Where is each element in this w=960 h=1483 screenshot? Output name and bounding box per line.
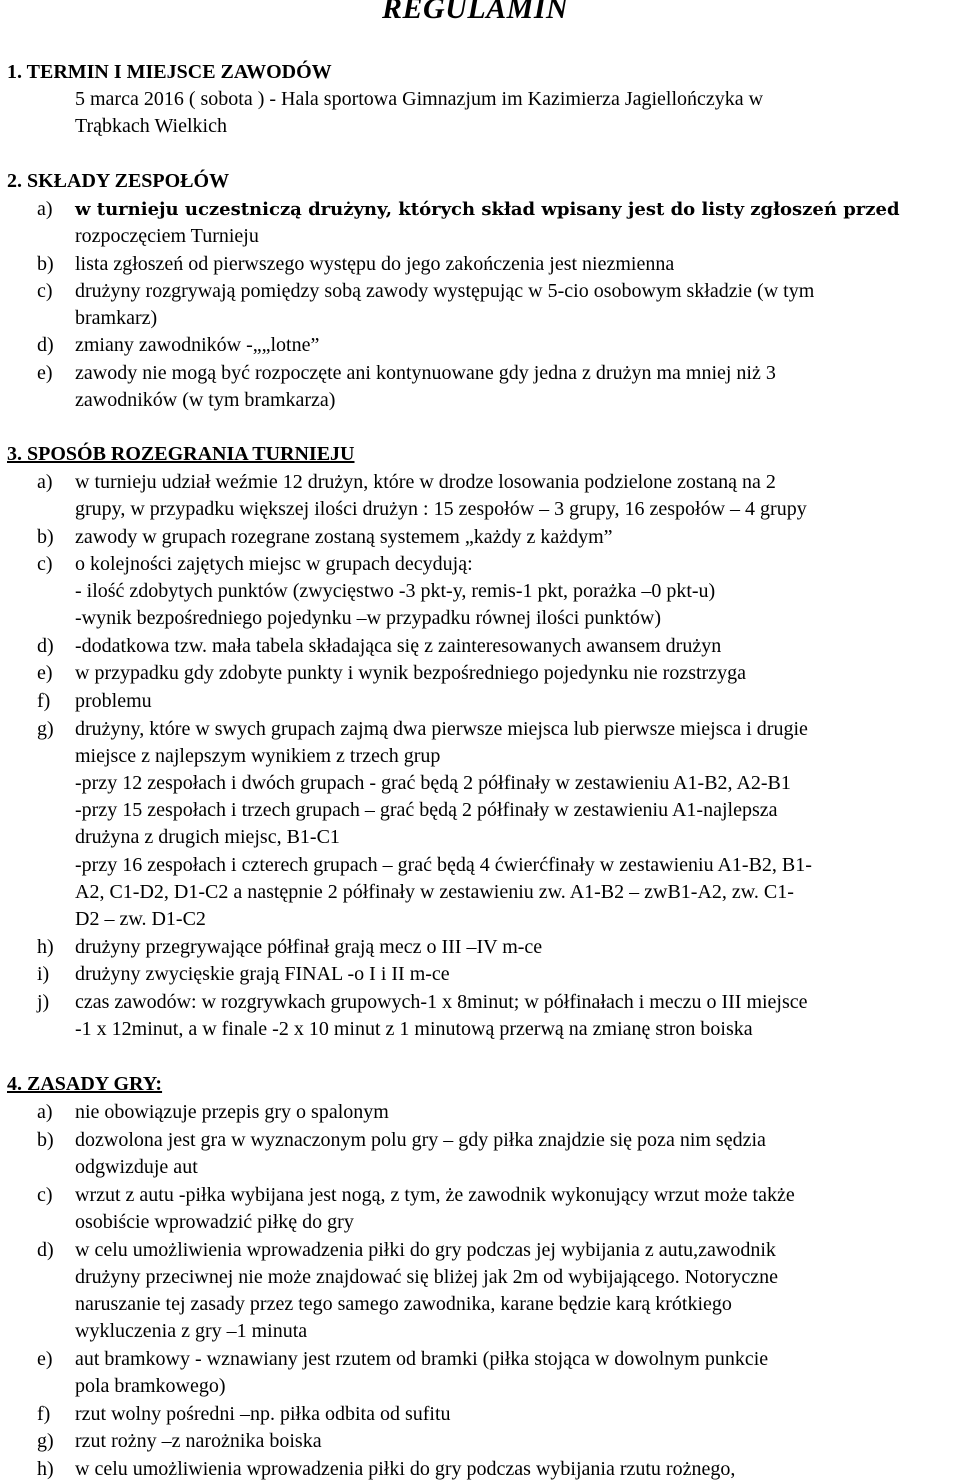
list-item-text: w turnieju uczestniczą drużyny, których skład wpisany jest do listy zgłoszeń przed (75, 199, 900, 220)
list-item-text: nie obowiązuje przepis gry o spalonym (75, 1101, 389, 1123)
list-item-text: pola bramkowego) (75, 1375, 226, 1397)
list-item-text: w celu umożliwienia wprowadzenia piłki do gry podczas wybijania rzutu rożnego, (75, 1458, 736, 1480)
list-item-text: odgwizduje aut (75, 1156, 198, 1178)
list-item-text: o kolejności zajętych miejsc w grupach decydują: (75, 553, 473, 575)
list-item-label: g) (37, 718, 54, 740)
section-heading-text: 3. SPOSÓB ROZEGRANIA TURNIEJU (7, 443, 355, 465)
list-item-text: rzut wolny pośredni –np. piłka odbita od sufitu (75, 1403, 451, 1425)
list-item-label: h) (37, 1458, 54, 1480)
list-item-label: f) (37, 690, 51, 712)
list-item-text: zawody w grupach rozegrane zostaną systemem „każdy z każdym” (75, 526, 613, 548)
list-item-text: problemu (75, 690, 152, 712)
list-item-text: w celu umożliwienia wprowadzenia piłki do gry podczas jej wybijania z autu,zawodnik (75, 1239, 776, 1261)
list-item-text: drużyny zwycięskie grają FINAL -o I i II m-ce (75, 963, 450, 985)
list-item-label: e) (37, 1348, 53, 1370)
list-item-text: naruszanie tej zasady przez tego samego zawodnika, karane będzie karą krótkiego (75, 1293, 732, 1315)
list-item-text: - ilość zdobytych punktów (zwycięstwo -3 pkt-y, remis-1 pkt, porażka –0 pkt-u) (75, 580, 716, 602)
list-item-label: i) (37, 963, 50, 985)
list-item-text: zawody nie mogą być rozpoczęte ani kontynuowane gdy jedna z drużyn ma mniej niż 3 (75, 362, 776, 384)
list-item-text: -dodatkowa tzw. mała tabela składająca się z zainteresowanych awansem drużyn (75, 635, 722, 657)
section-heading-text: 2. SKŁADY ZESPOŁÓW (7, 170, 230, 192)
list-item-text: osobiście wprowadzić piłkę do gry (75, 1211, 354, 1233)
list-item-text: wrzut z autu -piłka wybijana jest nogą, z tym, że zawodnik wykonujący wrzut może także (75, 1184, 795, 1206)
section-heading-text: 4. ZASADY GRY: (7, 1073, 163, 1095)
list-item-label: d) (37, 334, 54, 356)
list-item-label: c) (37, 553, 53, 575)
list-item-text: bramkarz) (75, 307, 158, 329)
list-item-text: w turnieju udział weźmie 12 drużyn, które w drodze losowania podzielone zostaną na 2 (75, 471, 776, 493)
list-item-label: h) (37, 936, 54, 958)
list-item-text: -wynik bezpośredniego pojedynku –w przypadku równej ilości punktów) (75, 607, 661, 629)
list-item-text: czas zawodów: w rozgrywkach grupowych-1 x 8minut; w półfinałach i meczu o III miejsce (75, 991, 808, 1013)
list-item-text: -przy 15 zespołach i trzech grupach – grać będą 2 półfinały w zestawieniu A1-najlepsza (75, 799, 778, 821)
list-item-label: c) (37, 280, 53, 302)
list-item-label: a) (37, 471, 53, 493)
list-item-text: w przypadku gdy zdobyte punkty i wynik bezpośredniego pojedynku nie rozstrzyga (75, 662, 746, 684)
list-item-label: b) (37, 253, 54, 275)
list-item-label: e) (37, 662, 53, 684)
list-item-text: zawodników (w tym bramkarza) (75, 389, 336, 411)
list-item-label: b) (37, 526, 54, 548)
list-item-text: drużyny, które w swych grupach zajmą dwa pierwsze miejsca lub pierwsze miejsca i drugie (75, 718, 808, 740)
list-item-text: D2 – zw. D1-C2 (75, 908, 206, 930)
list-item-text: drużyny przeciwnej nie może znajdować się bliżej jak 2m od wybijającego. Notoryczne (75, 1266, 779, 1288)
list-item-text: lista zgłoszeń od pierwszego występu do jego zakończenia jest niezmienna (75, 253, 675, 275)
list-item-text: dozwolona jest gra w wyznaczonym polu gry – gdy piłka znajdzie się poza nim sędzia (75, 1129, 766, 1151)
section-text: Trąbkach Wielkich (75, 115, 227, 137)
list-item-label: a) (37, 198, 53, 220)
list-item-text: rzut rożny –z narożnika boiska (75, 1430, 322, 1452)
list-item-text: drużyny rozgrywają pomiędzy sobą zawody występując w 5-cio osobowym składzie (w tym (75, 280, 815, 302)
list-item-label: d) (37, 635, 54, 657)
list-item-label: e) (37, 362, 53, 384)
list-item-text: miejsce z najlepszym wynikiem z trzech grup (75, 745, 441, 767)
list-item-text: A2, C1-D2, D1-C2 a następnie 2 półfinały w zestawieniu zw. A1-B2 – zwB1-A2, zw. C1- (75, 881, 794, 903)
list-item-label: b) (37, 1129, 54, 1151)
list-item-text: rozpoczęciem Turnieju (75, 225, 259, 247)
section-heading-3 (7, 441, 354, 468)
list-item-label: d) (37, 1239, 54, 1261)
list-item-label: f) (37, 1403, 51, 1425)
list-item-text: -przy 16 zespołach i czterech grupach – grać będą 4 ćwierćfinały w zestawieniu A1-B2, B1- (75, 854, 812, 876)
list-item-text: drużyna z drugich miejsc, B1-C1 (75, 826, 340, 848)
list-item-label: g) (37, 1430, 54, 1452)
list-item-label: a) (37, 1101, 53, 1123)
list-item-text: zmiany zawodników -„„lotne” (75, 334, 320, 356)
list-item-label: j) (37, 991, 50, 1013)
list-item-text: grupy, w przypadku większej ilości drużyn : 15 zespołów – 3 grupy, 16 zespołów – 4 grupy (75, 498, 807, 520)
list-item-text: wykluczenia z gry –1 minuta (75, 1320, 308, 1342)
section-text: 5 marca 2016 ( sobota ) - Hala sportowa Gimnazjum im Kazimierza Jagiellończyka w (75, 88, 764, 110)
section-heading-text: 1. TERMIN I MIEJSCE ZAWODÓW (7, 61, 332, 83)
list-item-text: -1 x 12minut, a w finale -2 x 10 minut z 1 minutową przerwą na zmianę stron boiska (75, 1018, 753, 1040)
list-item-label: c) (37, 1184, 53, 1206)
document-title: REGULAMIN (382, 0, 569, 25)
list-item-text: drużyny przegrywające półfinał grają mecz o III –IV m-ce (75, 936, 543, 958)
section-heading-1 (7, 59, 332, 86)
section-heading-2 (7, 168, 229, 195)
list-item-text: aut bramkowy - wznawiany jest rzutem od bramki (piłka stojąca w dowolnym punkcie (75, 1348, 769, 1370)
list-item-text: -przy 12 zespołach i dwóch grupach - grać będą 2 półfinały w zestawieniu A1-B2, A2-B1 (75, 772, 791, 794)
section-heading-4 (7, 1071, 162, 1098)
